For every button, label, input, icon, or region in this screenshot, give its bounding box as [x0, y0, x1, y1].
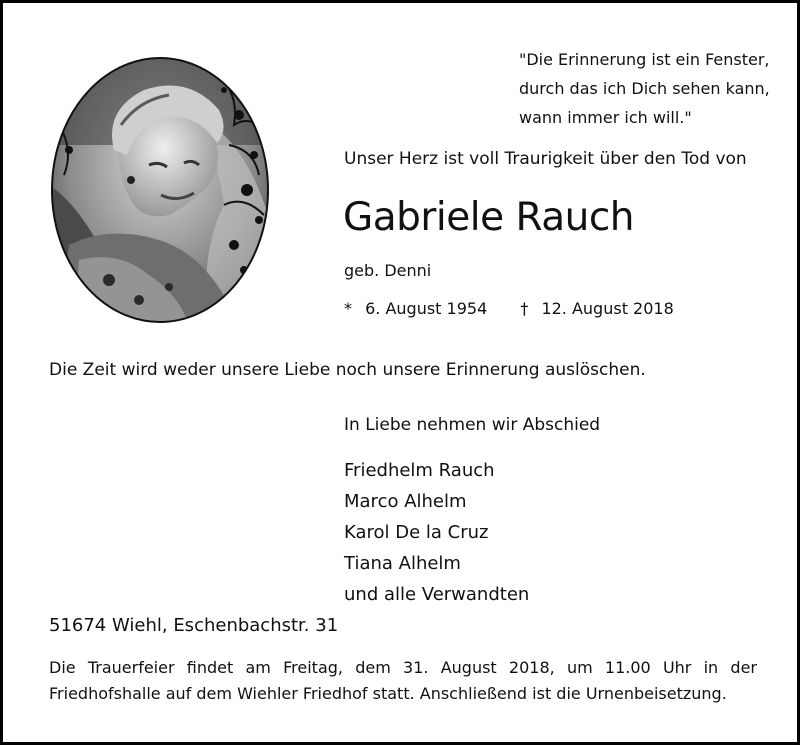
- farewell-text: In Liebe nehmen wir Abschied: [344, 415, 601, 435]
- maiden-name: geb. Denni: [344, 261, 432, 280]
- quote-line: durch das ich Dich sehen kann,: [519, 79, 770, 98]
- mourner-name: Friedhelm Rauch: [344, 460, 495, 481]
- mourner-name: Marco Alhelm: [344, 491, 467, 512]
- portrait-photo: [49, 55, 271, 325]
- mourners-list: [344, 455, 529, 610]
- mourner-name: Tiana Alhelm: [344, 553, 461, 574]
- birth-date: 6. August 1954: [365, 299, 488, 318]
- mourner-name: und alle Verwandten: [344, 584, 530, 605]
- verse-text: Die Zeit wird weder unsere Liebe noch unsere Erinnerung auslöschen.: [49, 360, 646, 380]
- deceased-name: Gabriele Rauch: [343, 195, 634, 240]
- mourner-name: Karol De la Cruz: [344, 522, 489, 543]
- intro-text: Unser Herz ist voll Traurigkeit über den Tod von: [344, 149, 747, 169]
- life-dates: [344, 299, 674, 318]
- funeral-notice: Die Trauerfeier findet am Freitag, dem 31. August 2018, um 11.00 Uhr in der Friedhofshalle auf dem Wiehler Friedhof statt. Anschließend ist die Urnenbeisetzung.: [49, 658, 757, 703]
- death-date: 12. August 2018: [541, 299, 674, 318]
- quote-line: wann immer ich will.": [519, 108, 692, 127]
- birth-symbol: *: [344, 299, 352, 318]
- death-symbol: †: [520, 299, 529, 318]
- address: 51674 Wiehl, Eschenbachstr. 31: [49, 615, 339, 636]
- quote-line: "Die Erinnerung ist ein Fenster,: [519, 50, 770, 69]
